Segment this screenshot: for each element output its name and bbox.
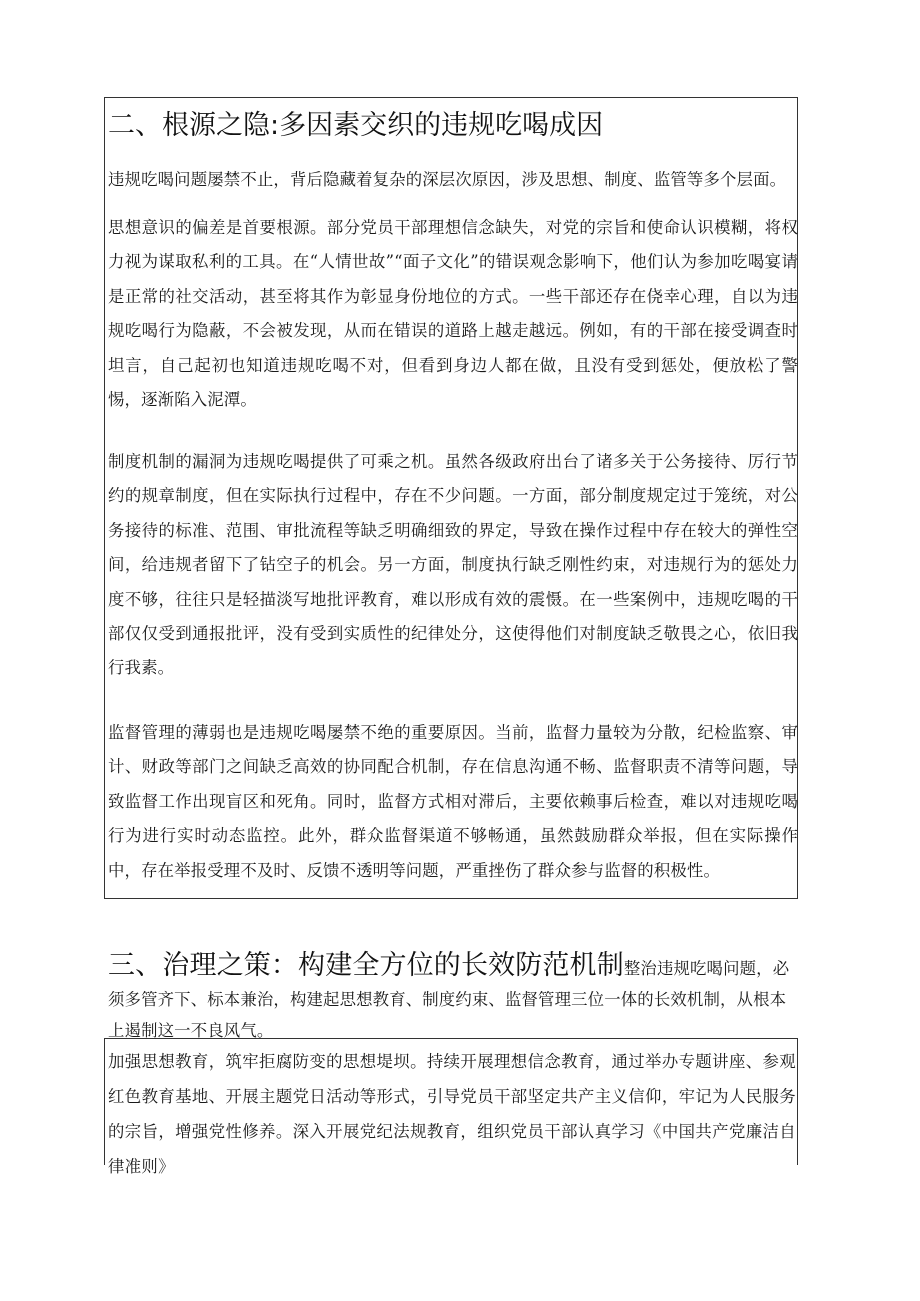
education-paragraph: 加强思想教育，筑牢拒腐防变的思想堤坝。持续开展理想信念教育，通过举办专题讲座、参观红色教育基地、开展主题党日活动等形式，引导党员干部坚定共产主义信仰，牢记为人民服务的宗旨，增强党性修养。深入开展党纪法规教育，组织党员干部认真学习《中国共产党廉洁自律准则》 [108,1052,796,1176]
section-2-intro-paragraph: 违规吃喝问题屡禁不止，背后隐藏着复杂的深层次原因，涉及思想、制度、监管等多个层面。 [108,170,787,189]
section-3-intro: 整治违规吃喝问题，必须多管齐下、标本兼治，构建起思想教育、制度约束、监督管理三位一体的长效机制，从根本上遏制这一不良风气。 [108,959,790,1040]
section-2-heading: 二、根源之隐:多因素交织的违规吃喝成因 [108,110,604,141]
ideology-paragraph: 思想意识的偏差是首要根源。部分党员干部理想信念缺失，对党的宗旨和使命认识模糊，将权力视为谋取私利的工具。在“人情世故”“面子文化”的错误观念影响下，他们认为参加吃喝宴请是正常的社交活动，甚至将其作为彰显身份地位的方式。一些干部还存在侥幸心理，自以为违规吃喝行为隐蔽，不会被发现，从而在错误的道路上越走越远。例如，有的干部在接受调查时坦言，自己起初也知道违规吃喝不对，但看到身边人都在做，且没有受到惩处，便放松了警惕，逐渐陷入泥潭。 [108,218,798,410]
section-3-block [108,950,798,1046]
supervision-paragraph: 监督管理的薄弱也是违规吃喝屡禁不绝的重要原因。当前，监督力量较为分散，纪检监察、审计、财政等部门之间缺乏高效的协同配合机制，存在信息沟通不畅、监督职责不清等问题，导致监督工作出现盲区和死角。同时，监督方式相对滞后，主要依赖事后检查，难以对违规吃喝行为进行实时动态监控。此外，群众监督渠道不够畅通，虽然鼓励群众举报，但在实际操作中，存在举报受理不及时、反馈不透明等问题，严重挫伤了群众参与监督的积极性。 [108,723,798,880]
institution-paragraph: 制度机制的漏洞为违规吃喝提供了可乘之机。虽然各级政府出台了诸多关于公务接待、厉行节约的规章制度，但在实际执行过程中，存在不少问题。一方面，部分制度规定过于笼统，对公务接待的标准、范围、审批流程等缺乏明确细致的界定，导致在操作过程中存在较大的弹性空间，给违规者留下了钻空子的机会。另一方面，制度执行缺乏刚性约束，对违规行为的惩处力度不够，往往只是轻描淡写地批评教育，难以形成有效的震慑。在一些案例中，违规吃喝的干部仅仅受到通报批评，没有受到实质性的纪律处分，这使得他们对制度缺乏敬畏之心，依旧我行我素。 [108,452,798,678]
section-3-frame [104,1038,798,1176]
section-3-heading: 三、治理之策：构建全方位的长效防范机制 [108,950,624,981]
